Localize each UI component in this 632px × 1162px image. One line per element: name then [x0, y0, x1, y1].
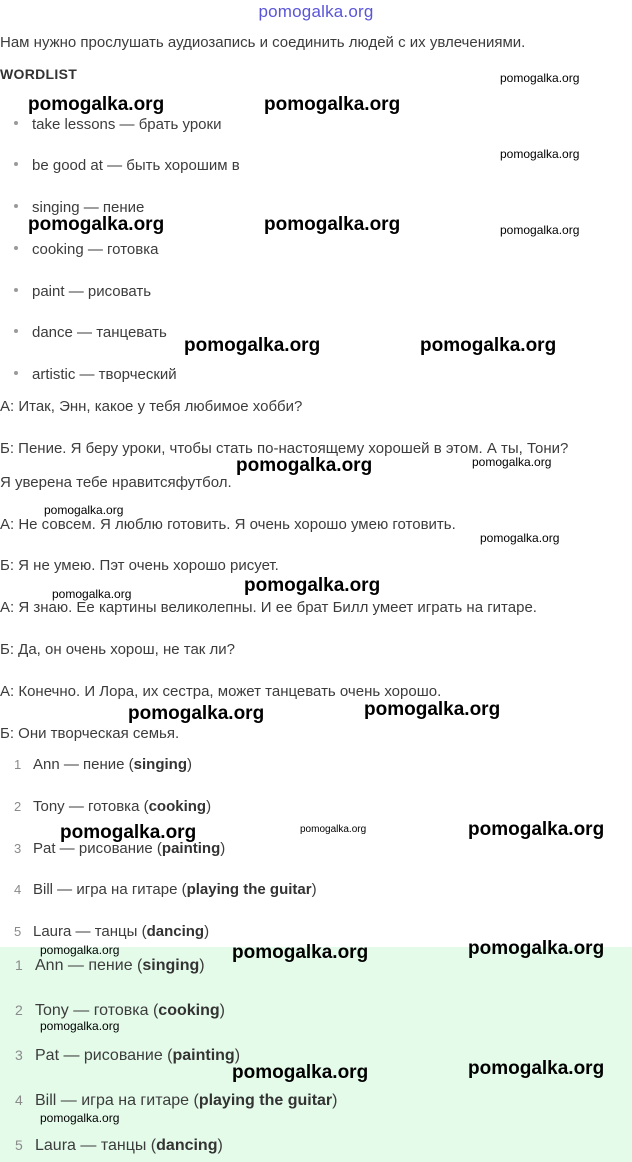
dialogue-line: Я уверена тебе нравитсяфутбол. [0, 474, 232, 491]
watermark: pomogalka.org [40, 1019, 120, 1033]
match-item: 2 Tony — готовка (cooking) [14, 798, 212, 815]
match-item: 4 Bill — игра на гитаре (playing the guitar) [14, 881, 317, 898]
watermark: pomogalka.org [28, 94, 165, 115]
watermark: pomogalka.org [128, 703, 265, 724]
bullet-icon [14, 288, 18, 292]
wordlist-heading: WORDLIST [0, 66, 78, 82]
wordlist-item: be good at — быть хорошим в [14, 157, 240, 174]
wordlist-item: cooking — готовка [14, 241, 158, 258]
dialogue-line: А: Не совсем. Я люблю готовить. Я очень хорошо умею готовить. [0, 516, 456, 533]
watermark: pomogalka.org [40, 1111, 120, 1125]
watermark: pomogalka.org [232, 942, 369, 963]
watermark: pomogalka.org [468, 819, 605, 840]
watermark: pomogalka.org [472, 455, 552, 469]
watermark: pomogalka.org [52, 587, 132, 601]
bullet-icon [14, 162, 18, 166]
match-item: 1 Ann — пение (singing) [14, 756, 192, 773]
bullet-icon [14, 329, 18, 333]
match-item: 3 Pat — рисование (painting) [14, 840, 226, 857]
wordlist-item: artistic — творческий [14, 366, 177, 383]
watermark: pomogalka.org [60, 822, 197, 843]
watermark: pomogalka.org [500, 223, 580, 237]
watermark: pomogalka.org [364, 699, 501, 720]
wordlist-item: paint — рисовать [14, 283, 151, 300]
watermark: pomogalka.org [420, 335, 557, 356]
wordlist-item: singing — пение [14, 199, 144, 216]
site-title[interactable]: pomogalka.org [258, 2, 374, 21]
bullet-icon [14, 121, 18, 125]
watermark: pomogalka.org [184, 335, 321, 356]
watermark: pomogalka.org [264, 214, 401, 235]
watermark: pomogalka.org [468, 938, 605, 959]
watermark: pomogalka.org [480, 531, 560, 545]
wordlist-item: take lessons — брать уроки [14, 116, 221, 133]
answer-item: 1 Ann — пение (singing) [15, 957, 205, 974]
watermark: pomogalka.org [28, 214, 165, 235]
watermark: pomogalka.org [500, 71, 580, 85]
watermark: pomogalka.org [44, 503, 124, 517]
watermark: pomogalka.org [264, 94, 401, 115]
intro-text: Нам нужно прослушать аудиозапись и соединить людей с их увлечениями. [0, 34, 526, 51]
bullet-icon [14, 204, 18, 208]
watermark: pomogalka.org [300, 824, 367, 835]
watermark: pomogalka.org [236, 455, 373, 476]
dialogue-line: А: Я знаю. Ее картины великолепны. И ее брат Билл умеет играть на гитаре. [0, 599, 537, 616]
answer-item: 3 Pat — рисование (painting) [15, 1047, 241, 1064]
watermark: pomogalka.org [500, 147, 580, 161]
watermark: pomogalka.org [40, 943, 120, 957]
bullet-icon [14, 371, 18, 375]
dialogue-line: Б: Они творческая семья. [0, 725, 180, 742]
match-item: 5 Laura — танцы (dancing) [14, 923, 210, 940]
dialogue-line: А: Конечно. И Лора, их сестра, может танцевать очень хорошо. [0, 683, 442, 700]
wordlist-item: dance — танцевать [14, 324, 167, 341]
watermark: pomogalka.org [468, 1058, 605, 1079]
answer-item: 4 Bill — игра на гитаре (playing the guitar) [15, 1092, 338, 1109]
dialogue-line: А: Итак, Энн, какое у тебя любимое хобби? [0, 398, 303, 415]
dialogue-line: Б: Я не умею. Пэт очень хорошо рисует. [0, 557, 279, 574]
watermark: pomogalka.org [232, 1062, 369, 1083]
dialogue-line: Б: Да, он очень хорош, не так ли? [0, 641, 236, 658]
answer-item: 2 Tony — готовка (cooking) [15, 1002, 225, 1019]
dialogue-line: Б: Пение. Я беру уроки, чтобы стать по-настоящему хорошей в этом. А ты, Тони? [0, 440, 569, 457]
answer-item: 5 Laura — танцы (dancing) [15, 1137, 223, 1154]
bullet-icon [14, 246, 18, 250]
watermark: pomogalka.org [244, 575, 381, 596]
